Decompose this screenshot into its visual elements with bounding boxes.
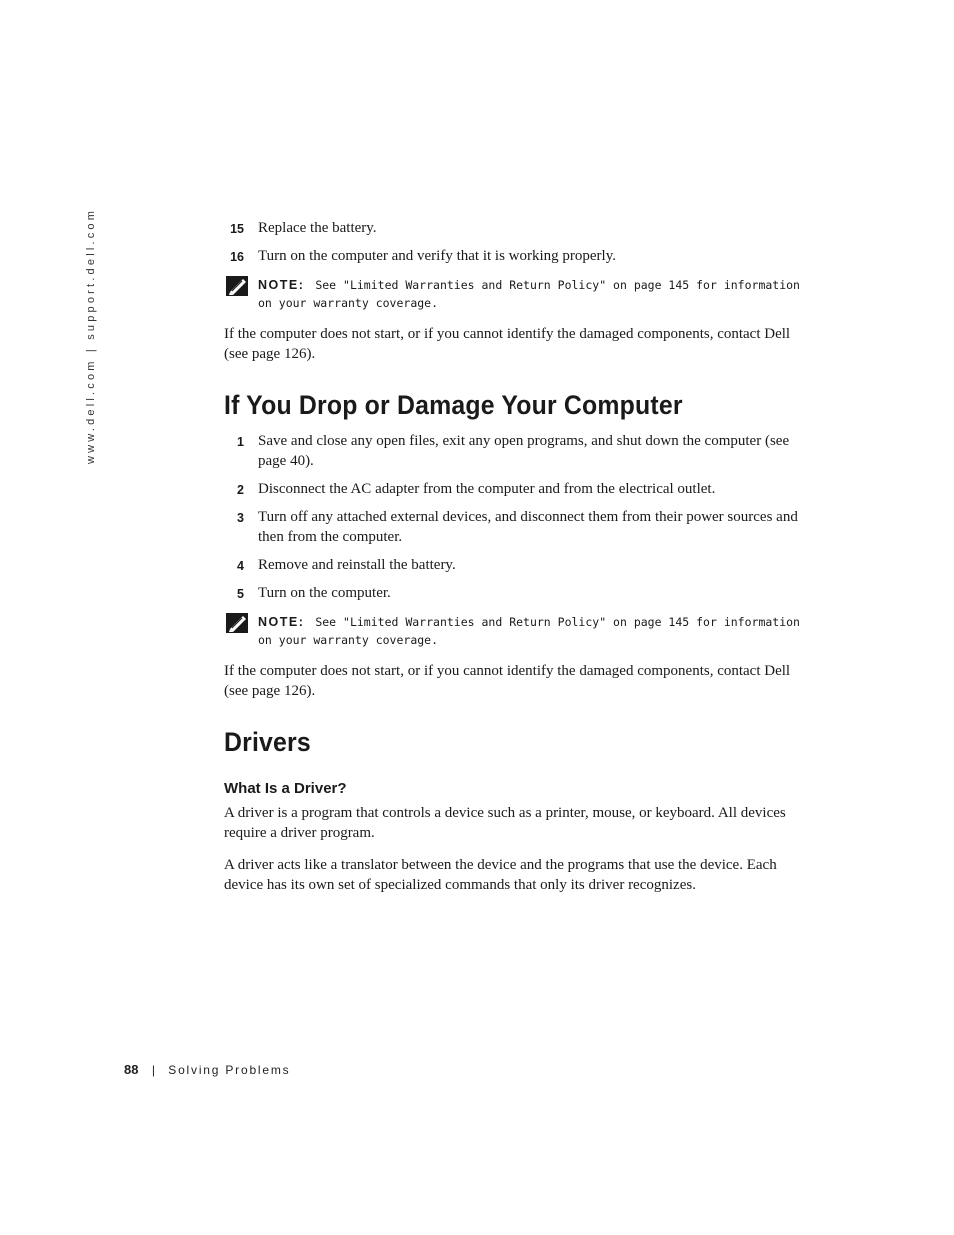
- step-item: [224, 555, 814, 575]
- step-number: 1: [237, 435, 244, 449]
- note-box: [224, 613, 814, 649]
- step-item: [224, 246, 814, 266]
- body-paragraph: A driver is a program that controls a device such as a printer, mouse, or keyboard. All devices require a driver program.: [224, 805, 786, 841]
- step-number: 3: [237, 511, 244, 525]
- step-item: [224, 431, 814, 471]
- step-item: [224, 479, 814, 499]
- step-text: Turn on the computer.: [258, 585, 391, 601]
- step-text: Turn off any attached external devices, and disconnect them from their power sources and then from the computer.: [258, 509, 798, 545]
- note-text: See "Limited Warranties and Return Policy" on page 145 for information on your warranty coverage.: [258, 278, 800, 310]
- page-number: 88: [124, 1062, 139, 1077]
- page-content: [224, 218, 814, 907]
- step-number: 16: [230, 250, 244, 264]
- body-paragraph: If the computer does not start, or if you cannot identify the damaged components, contact Dell (see page 126).: [224, 326, 791, 362]
- note-box: [224, 276, 814, 312]
- note-text: See "Limited Warranties and Return Policy" on page 145 for information on your warranty coverage.: [258, 615, 800, 647]
- body-paragraph: A driver acts like a translator between the device and the programs that use the device. Each device has its own set of specialized commands that only its driver recognizes.: [224, 857, 777, 893]
- step-number: 15: [230, 222, 244, 236]
- step-text: Save and close any open files, exit any open programs, and shut down the computer (see page 40).: [258, 433, 790, 469]
- step-number: 2: [237, 483, 244, 497]
- section-heading: Drivers: [224, 727, 311, 757]
- footer-separator: |: [151, 1063, 155, 1077]
- pencil-note-icon: [226, 276, 248, 296]
- section-heading: If You Drop or Damage Your Computer: [224, 390, 683, 420]
- subsection-heading: What Is a Driver?: [224, 780, 347, 797]
- step-item: [224, 507, 814, 547]
- step-text: Remove and reinstall the battery.: [258, 557, 456, 573]
- step-text: Replace the battery.: [258, 220, 377, 236]
- step-text: Disconnect the AC adapter from the computer and from the electrical outlet.: [258, 481, 716, 497]
- step-number: 5: [237, 587, 244, 601]
- footer-section-title: Solving Problems: [168, 1063, 291, 1077]
- step-text: Turn on the computer and verify that it is working properly.: [258, 248, 616, 264]
- note-label: NOTE:: [258, 278, 305, 292]
- side-url: www.dell.com | support.dell.com: [85, 207, 97, 464]
- step-number: 4: [237, 559, 244, 573]
- page-footer: [124, 1062, 290, 1077]
- note-label: NOTE:: [258, 615, 305, 629]
- body-paragraph: If the computer does not start, or if you cannot identify the damaged components, contact Dell (see page 126).: [224, 663, 791, 699]
- step-item: [224, 583, 814, 603]
- step-item: [224, 218, 814, 238]
- pencil-note-icon: [226, 613, 248, 633]
